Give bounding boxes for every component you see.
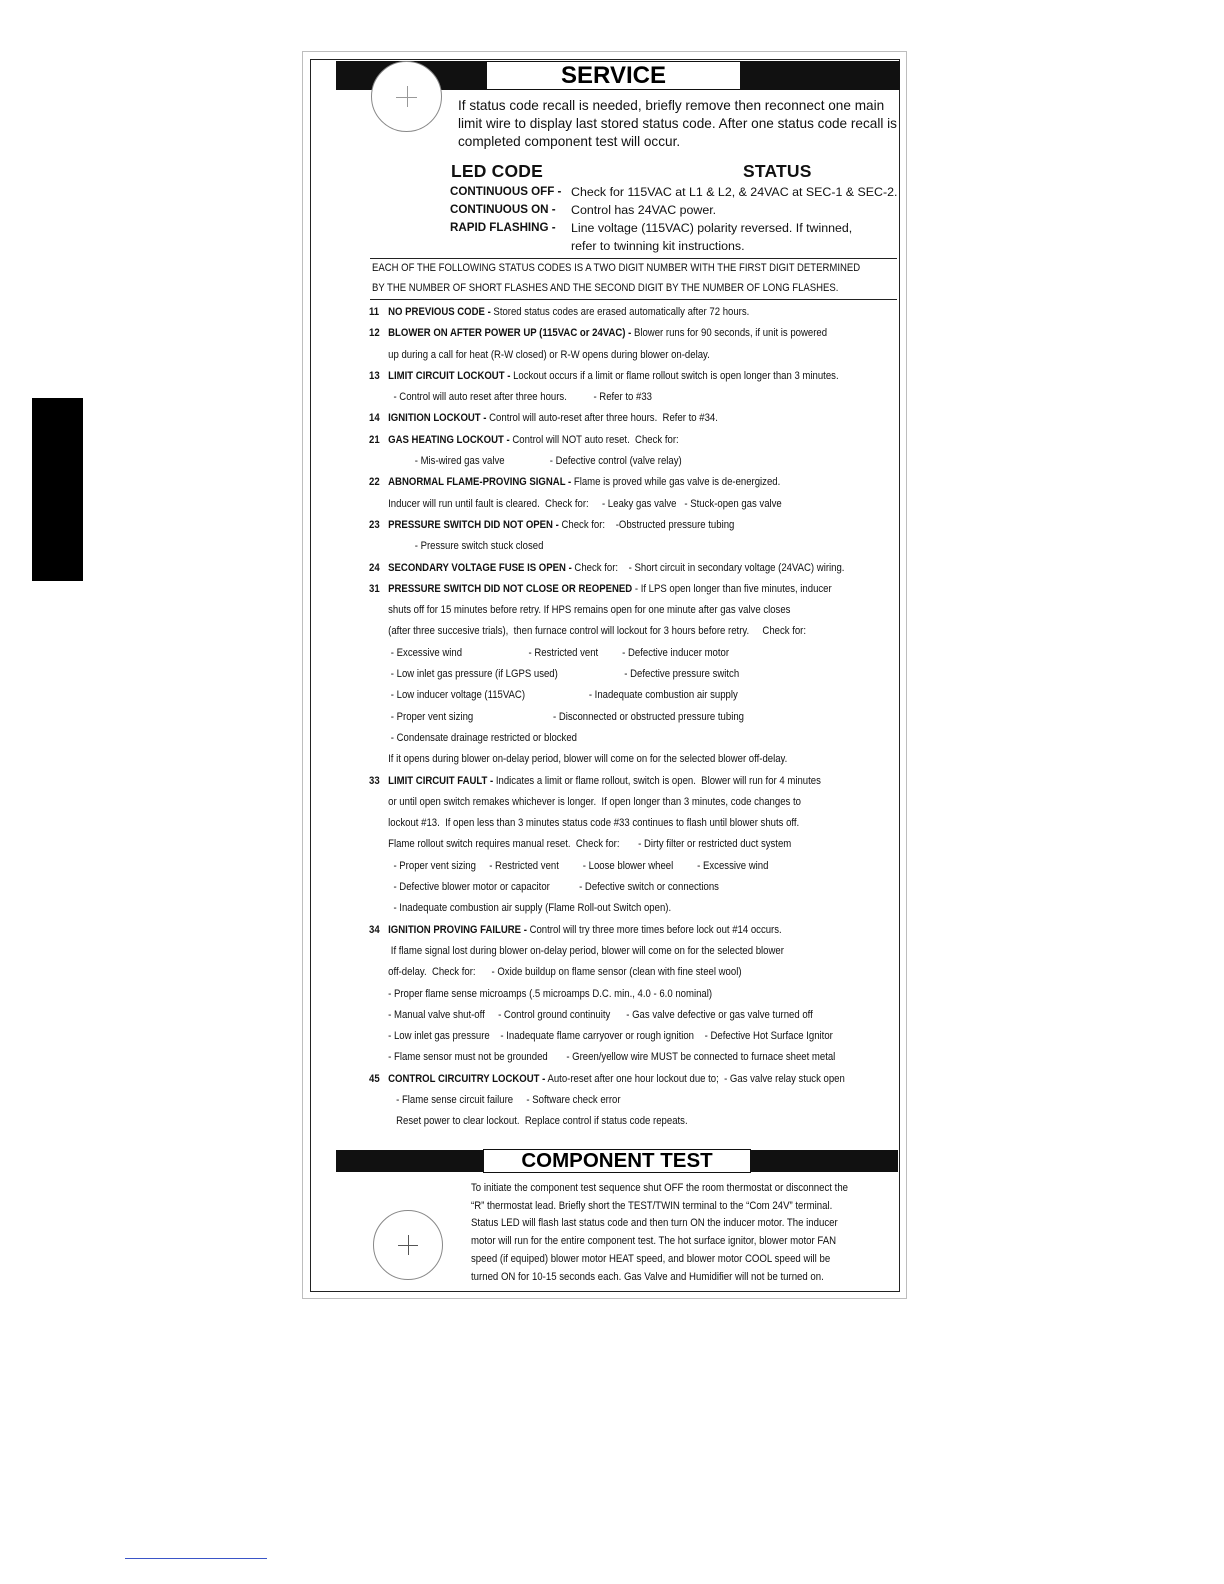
status-code-number: 24 [369,561,380,574]
status-code-detail [369,834,891,855]
status-code-detail [369,728,891,749]
status-code-title: BLOWER ON AFTER POWER UP (115VAC or 24VAC) - [388,327,632,340]
status-code-text: Indicates a limit or flame rollout, switch is open. Blower will run for 4 minutes [493,774,821,787]
status-code-title: IGNITION PROVING FAILURE - [388,923,527,936]
status-code-entry [369,920,891,941]
status-code-detail [369,621,891,642]
status-code-detail [369,898,891,919]
status-code-detail [369,643,891,664]
status-code-detail [369,664,891,685]
status-code-detail [369,749,891,770]
led-status: refer to twinning kit instructions. [571,239,745,253]
led-code: CONTINUOUS OFF - [450,185,562,198]
section-tab-marker [32,398,83,581]
status-code-title: PRESSURE SWITCH DID NOT OPEN - [388,518,559,531]
component-test-text [471,1180,884,1286]
status-code-text: Check for: - Short circuit in secondary voltage (24VAC) wiring. [571,561,845,574]
status-code-text: - Low inlet gas pressure (if LGPS used) - Defective pressure switch [388,668,740,681]
notice-line: BY THE NUMBER OF SHORT FLASHES AND THE SECOND DIGIT BY THE NUMBER OF LONG FLASHES. [372,281,839,294]
component-line: To initiate the component test sequence shut OFF the room thermostat or disconnect the [471,1182,849,1194]
status-code-detail [369,1090,891,1111]
status-code-detail [369,1005,891,1026]
status-code-list [369,302,891,1133]
status-code-entry [369,408,891,429]
status-code-text: lockout #13. If open less than 3 minutes status code #33 continues to flash until blower shuts off. [388,817,800,830]
status-code-text: - Proper vent sizing - Restricted vent - Loose blower wheel - Excessive wind [388,859,769,872]
status-code-detail [369,1026,891,1047]
led-code: CONTINUOUS ON - [450,203,556,216]
status-code-entry [369,323,891,344]
status-code-text: - Proper vent sizing - Disconnected or obstructed pressure tubing [388,710,744,723]
status-header: STATUS [743,161,812,181]
led-status: Control has 24VAC power. [571,203,717,217]
component-line: turned ON for 10-15 seconds each. Gas Valve and Humidifier will not be turned on. [471,1270,824,1283]
status-code-detail [369,536,891,557]
status-code-text: If it opens during blower on-delay period, blower will come on for the selected blower off-delay. [388,753,788,766]
status-code-text: - Low inlet gas pressure - Inadequate flame carryover or rough ignition - Defective Hot Surface Ignitor [388,1030,833,1043]
status-code-number: 12 [369,327,380,340]
status-code-detail [369,941,891,962]
status-code-notice [370,258,897,300]
status-code-text: - Pressure switch stuck closed [388,540,544,553]
status-code-text: or until open switch remakes whichever is longer. If open longer than 3 minutes, code changes to [388,795,801,808]
status-code-number: 22 [369,476,380,489]
status-code-text: Control will auto-reset after three hours. Refer to #34. [486,412,718,425]
status-code-text: - Proper flame sense microamps (.5 microamps D.C. min., 4.0 - 6.0 nominal) [388,987,713,1000]
status-code-entry [369,366,891,387]
status-code-text: - If LPS open longer than five minutes, inducer [632,582,832,595]
status-code-entry [369,472,891,493]
status-code-title: ABNORMAL FLAME-PROVING SIGNAL - [388,476,572,489]
status-code-text: - Defective blower motor or capacitor - Defective switch or connections [388,881,719,894]
component-line: motor will run for the entire component test. The hot surface ignitor, blower motor FAN [471,1235,837,1248]
status-code-number: 21 [369,433,380,446]
status-code-entry [369,579,891,600]
intro-line: completed component test will occur. [458,134,681,149]
status-code-text: Control will try three more times before lock out #14 occurs. [526,923,782,936]
status-code-title: LIMIT CIRCUIT FAULT - [388,774,494,787]
status-code-text: Flame is proved while gas valve is de-energized. [571,476,781,489]
status-code-number: 34 [369,923,380,936]
component-line: Status LED will flash last status code and then turn ON the inducer motor. The inducer [471,1217,838,1230]
status-code-detail [369,387,891,408]
status-code-number: 33 [369,774,380,787]
status-code-title: CONTROL CIRCUITRY LOCKOUT - [388,1072,546,1085]
status-code-text: Stored status codes are erased automatically after 72 hours. [490,306,750,318]
mounting-hole-icon [373,1210,443,1280]
status-code-title: NO PREVIOUS CODE - [388,306,491,318]
status-code-text: If flame signal lost during blower on-delay period, blower will come on for the selected blower [388,944,784,957]
status-code-text: off-delay. Check for: - Oxide buildup on flame sensor (clean with fine steel wool) [388,966,742,979]
status-code-number: 23 [369,518,380,531]
status-code-text: Auto-reset after one hour lockout due to; - Gas valve relay stuck open [545,1072,845,1085]
status-code-text: - Excessive wind - Restricted vent - Defective inducer motor [388,646,730,659]
status-code-text: Lockout occurs if a limit or flame rollout switch is open longer than 3 minutes. [510,369,839,382]
status-code-detail [369,813,891,834]
led-status: Line voltage (115VAC) polarity reversed. If twinned, [571,221,853,235]
status-code-detail [369,1111,891,1132]
status-code-detail [369,600,891,621]
status-code-entry [369,302,891,323]
status-code-title: SECONDARY VOLTAGE FUSE IS OPEN - [388,561,572,574]
status-code-detail [369,707,891,728]
status-code-text: - Control will auto reset after three hours. - Refer to #33 [388,391,652,404]
led-row [450,237,900,255]
status-code-title: GAS HEATING LOCKOUT - [388,433,510,446]
status-code-text: - Flame sense circuit failure - Software check error [388,1093,621,1106]
status-code-detail [369,792,891,813]
component-line: “R” thermostat lead. Briefly short the TEST/TWIN terminal to the “Com 24V” terminal. [471,1199,833,1212]
status-code-number: 45 [369,1072,380,1085]
status-code-title: IGNITION LOCKOUT - [388,412,487,425]
status-code-number: 13 [369,369,380,382]
led-row [450,219,900,237]
status-code-text: (after three succesive trials), then furnace control will lockout for 3 hours before retry. Check for: [388,625,807,638]
status-code-detail [369,685,891,706]
status-code-detail [369,877,891,898]
status-code-number: 14 [369,412,380,425]
status-code-text: Inducer will run until fault is cleared. Check for: - Leaky gas valve - Stuck-open gas valve [388,497,782,510]
status-code-detail [369,984,891,1005]
status-code-detail [369,962,891,983]
status-code-text: Flame rollout switch requires manual reset. Check for: - Dirty filter or restricted duct system [388,838,792,851]
status-code-entry [369,430,891,451]
status-code-entry [369,1069,891,1090]
status-code-text: - Mis-wired gas valve - Defective control (valve relay) [388,455,682,468]
service-title: SERVICE [486,61,741,90]
component-test-title: COMPONENT TEST [483,1149,751,1173]
mounting-hole-icon [371,61,442,132]
status-code-text: Reset power to clear lockout. Replace control if status code repeats. [388,1115,688,1128]
footer-rule [125,1558,267,1559]
status-code-detail [369,451,891,472]
status-code-entry [369,558,891,579]
status-code-detail [369,856,891,877]
status-code-detail [369,1047,891,1068]
notice-line: EACH OF THE FOLLOWING STATUS CODES IS A TWO DIGIT NUMBER WITH THE FIRST DIGIT DETERMINED [372,262,861,274]
status-code-text: - Manual valve shut-off - Control ground continuity - Gas valve defective or gas valve turned off [388,1008,813,1021]
status-code-title: PRESSURE SWITCH DID NOT CLOSE OR REOPENED [388,582,633,595]
status-code-text: - Inadequate combustion air supply (Flame Roll-out Switch open). [388,902,672,915]
component-line: speed (if equiped) blower motor HEAT speed, and blower motor COOL speed will be [471,1252,831,1265]
status-code-detail [369,494,891,515]
status-code-text: - Condensate drainage restricted or blocked [388,731,577,744]
status-code-title: LIMIT CIRCUIT LOCKOUT - [388,369,511,382]
led-code: RAPID FLASHING - [450,221,556,234]
status-code-text: Check for: -Obstructed pressure tubing [558,518,735,531]
status-code-text: Blower runs for 90 seconds, if unit is powered [631,327,828,340]
status-code-text: Control will NOT auto reset. Check for: [509,433,679,446]
status-code-text: - Flame sensor must not be grounded - Green/yellow wire MUST be connected to furnace sheet metal [388,1051,836,1064]
status-code-text: up during a call for heat (R-W closed) or R-W opens during blower on-delay. [388,348,710,361]
led-status: Check for 115VAC at L1 & L2, & 24VAC at SEC-1 & SEC-2. [571,185,898,199]
service-intro [458,97,898,151]
status-code-entry [369,515,891,536]
led-row [450,201,900,219]
status-code-text: shuts off for 15 minutes before retry. If HPS remains open for one minute after gas valve closes [388,604,791,617]
status-code-number: 31 [369,582,380,595]
status-code-entry [369,771,891,792]
intro-line: If status code recall is needed, briefly remove then reconnect one main [458,98,885,113]
status-code-text: - Low inducer voltage (115VAC) - Inadequate combustion air supply [388,689,738,702]
led-code-table [450,183,900,255]
led-row [450,183,900,201]
intro-line: limit wire to display last stored status code. After one status code recall is [458,116,897,131]
status-code-number: 11 [369,306,380,318]
led-code-header: LED CODE [451,161,544,181]
status-code-detail [369,345,891,366]
led-code [450,237,571,255]
